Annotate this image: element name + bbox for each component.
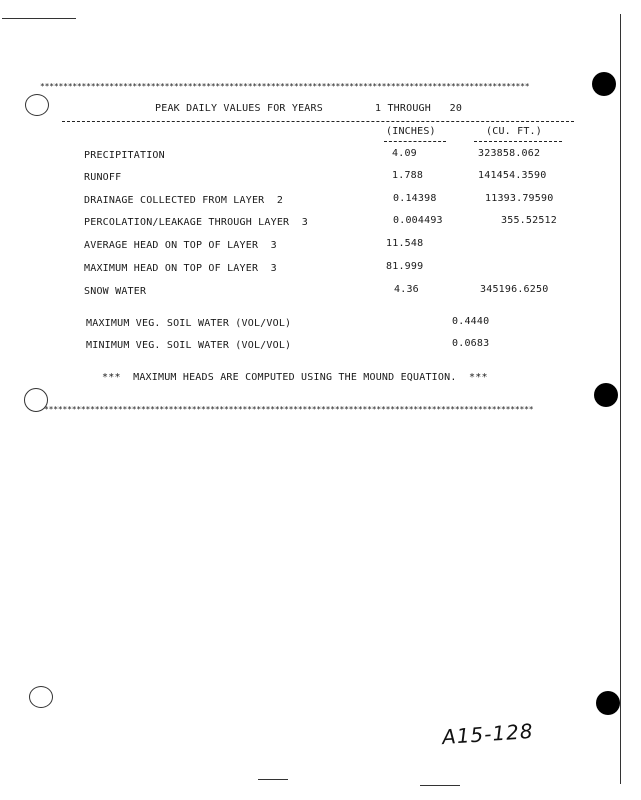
column-header-inches: (INCHES) xyxy=(386,126,436,137)
row-cuft-drainage: 11393.79590 xyxy=(485,193,554,204)
row-label-runoff: RUNOFF xyxy=(84,172,122,183)
row-inches-runoff: 1.788 xyxy=(392,170,424,181)
row-label-average-head: AVERAGE HEAD ON TOP OF LAYER 3 xyxy=(84,240,277,251)
column-rule-cuft xyxy=(474,141,562,142)
punch-hole-middle xyxy=(594,383,618,407)
min-soil-water-value: 0.0683 xyxy=(452,338,490,349)
star-separator-bottom: ********************************************************************************************************** xyxy=(44,405,534,414)
row-label-drainage: DRAINAGE COLLECTED FROM LAYER 2 xyxy=(84,195,284,206)
row-cuft-percolation: 355.52512 xyxy=(501,215,557,226)
row-inches-percolation: 0.004493 xyxy=(393,215,443,226)
min-soil-water-label: MINIMUM VEG. SOIL WATER (VOL/VOL) xyxy=(86,340,292,351)
header-rule xyxy=(62,121,574,122)
report-year-range: 1 THROUGH 20 xyxy=(375,103,463,114)
row-label-precipitation: PRECIPITATION xyxy=(84,150,165,161)
bottom-edge-line xyxy=(258,779,288,780)
bottom-edge-line-2 xyxy=(420,785,460,786)
punch-hole-top xyxy=(592,72,616,96)
handwritten-page-id: A15-128 xyxy=(441,718,535,750)
row-inches-precipitation: 4.09 xyxy=(392,148,417,159)
row-label-maximum-head: MAXIMUM HEAD ON TOP OF LAYER 3 xyxy=(84,263,277,274)
max-soil-water-value: 0.4440 xyxy=(452,316,490,327)
column-header-cuft: (CU. FT.) xyxy=(486,126,542,137)
row-label-percolation: PERCOLATION/LEAKAGE THROUGH LAYER 3 xyxy=(84,217,308,228)
row-cuft-runoff: 141454.3590 xyxy=(478,170,547,181)
right-edge-line xyxy=(620,14,621,784)
row-inches-maximum-head: 81.999 xyxy=(386,261,424,272)
punch-hole-bottom xyxy=(596,691,620,715)
row-inches-snow-water: 4.36 xyxy=(394,284,419,295)
row-label-snow-water: SNOW WATER xyxy=(84,286,147,297)
row-inches-drainage: 0.14398 xyxy=(393,193,437,204)
star-separator-top: ********************************************************************************************************** xyxy=(40,82,530,91)
mound-equation-note: *** MAXIMUM HEADS ARE COMPUTED USING THE MOUND EQUATION. *** xyxy=(102,372,488,383)
report-title: PEAK DAILY VALUES FOR YEARS xyxy=(155,103,323,114)
binder-hole-bottom-left xyxy=(29,686,53,708)
top-edge-line xyxy=(2,18,76,19)
column-rule-inches xyxy=(384,141,446,142)
row-inches-average-head: 11.548 xyxy=(386,238,424,249)
row-cuft-snow-water: 345196.6250 xyxy=(480,284,549,295)
binder-hole-top-left xyxy=(25,94,49,116)
max-soil-water-label: MAXIMUM VEG. SOIL WATER (VOL/VOL) xyxy=(86,318,292,329)
row-cuft-precipitation: 323858.062 xyxy=(478,148,541,159)
